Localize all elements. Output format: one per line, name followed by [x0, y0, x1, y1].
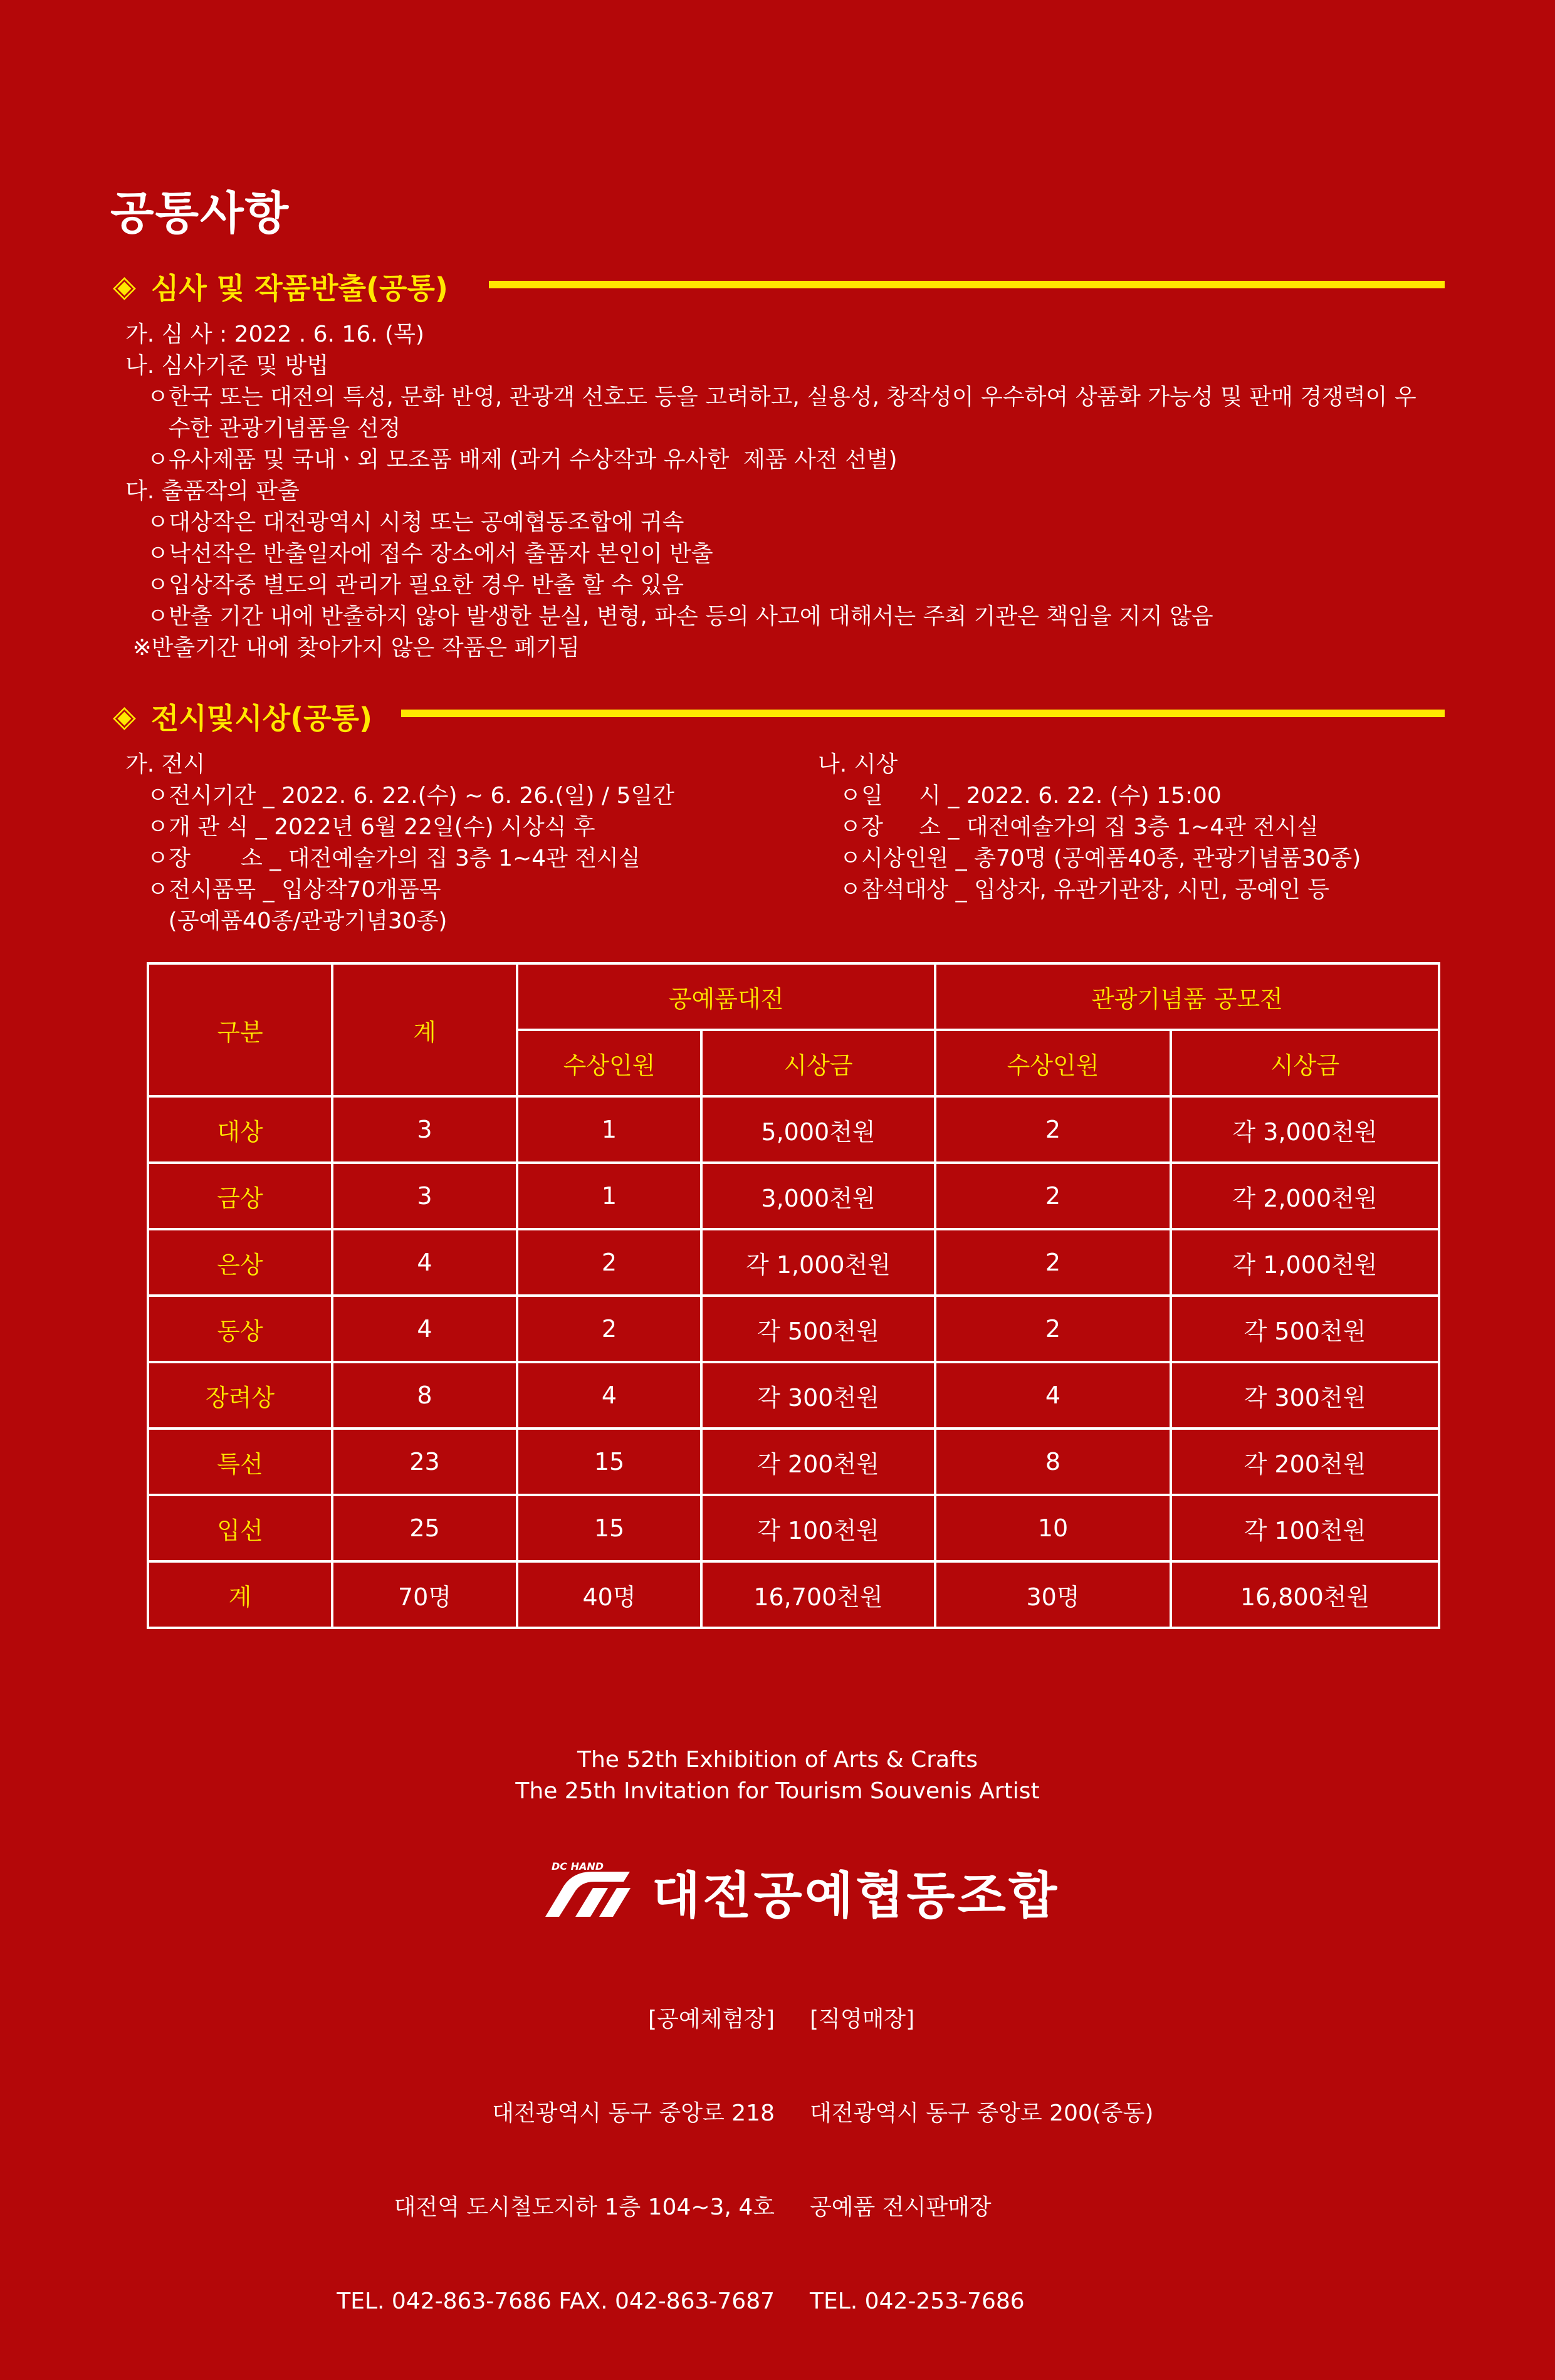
cell-rank: 동상 — [148, 1296, 332, 1362]
cell-craft-count: 2 — [517, 1296, 701, 1362]
address-line: 대전광역시 동구 중앙로 200(중동) — [810, 2100, 1154, 2126]
exhibit-right-line: ㅇ시상인원 _ 총70명 (공예품40종, 관광기념품30종) — [818, 846, 1361, 871]
cell-total: 4 — [332, 1296, 517, 1362]
section-review-header — [113, 266, 448, 307]
cell-souvenir-count: 2 — [935, 1296, 1171, 1362]
review-line: ㅇ대상작은 대전광역시 시청 또는 공예협동조합에 귀속 — [125, 510, 684, 535]
cell-souvenir-count: 2 — [935, 1163, 1171, 1229]
cell-craft-prize: 각 200천원 — [701, 1429, 935, 1495]
cell-souvenir-count: 4 — [935, 1362, 1171, 1429]
left-address — [337, 1941, 775, 2380]
cell-rank: 계 — [148, 1561, 332, 1628]
section-exhibit-title: 전시및시상(공통) — [150, 701, 373, 735]
section-review-title: 심사 및 작품반출(공통) — [150, 271, 448, 305]
cell-souvenir-count: 30명 — [935, 1561, 1171, 1628]
exhibit-left-line: (공예품40종/관광기념30종) — [125, 908, 448, 934]
cell-craft-prize: 5,000천원 — [701, 1096, 935, 1163]
cell-total: 3 — [332, 1163, 517, 1229]
header-craft: 공예품대전 — [517, 963, 935, 1030]
review-line: ㅇ한국 또는 대전의 특성, 문화 반영, 관광객 선호도 등을 고려하고, 실용성, 창작성이 우수하여 상품화 가능성 및 판매 경쟁력이 우 — [125, 384, 1416, 410]
cell-souvenir-prize: 각 500천원 — [1171, 1296, 1439, 1362]
exhibit-left-line: 가. 전시 — [125, 752, 206, 777]
cell-souvenir-count: 10 — [935, 1495, 1171, 1561]
cell-souvenir-count: 8 — [935, 1429, 1171, 1495]
cell-craft-count: 15 — [517, 1429, 701, 1495]
diamond-icon: ◈ — [113, 269, 136, 304]
cell-total: 23 — [332, 1429, 517, 1495]
logo-mark — [539, 1860, 633, 1923]
review-line: ※반출기간 내에 찾아가지 않은 작품은 폐기됨 — [125, 635, 580, 661]
cell-souvenir-prize: 16,800천원 — [1171, 1561, 1439, 1628]
cell-craft-prize: 각 1,000천원 — [701, 1229, 935, 1296]
review-line: ㅇ입상작중 별도의 관리가 필요한 경우 반출 할 수 있음 — [125, 572, 684, 598]
cell-total: 4 — [332, 1229, 517, 1296]
section-divider — [489, 281, 1445, 288]
exhibit-left-line: ㅇ전시기간 _ 2022. 6. 22.(수) ~ 6. 26.(일) / 5일간 — [125, 783, 674, 809]
cell-craft-prize: 각 100천원 — [701, 1495, 935, 1561]
address-line: TEL. 042-253-7686 — [810, 2288, 1025, 2314]
logo-name: 대전공예협동조합 — [652, 1866, 1060, 1925]
table-total-row — [148, 1561, 1439, 1628]
right-address — [810, 1941, 1153, 2380]
cell-souvenir-prize: 각 1,000천원 — [1171, 1229, 1439, 1296]
header-craft-prize: 시상금 — [701, 1030, 935, 1096]
address-line: [직영매장] — [810, 2006, 915, 2032]
cell-total: 70명 — [332, 1561, 517, 1628]
table-row — [148, 1495, 1439, 1561]
exhibit-right-line: 나. 시상 — [818, 752, 898, 777]
english-title-1: The 52th Exhibition of Arts & Crafts — [577, 1747, 978, 1773]
exhibit-left-line: ㅇ개 관 식 _ 2022년 6월 22일(수) 시상식 후 — [125, 814, 595, 840]
table-row — [148, 1296, 1439, 1362]
cell-craft-count: 1 — [517, 1163, 701, 1229]
header-souvenir-count: 수상인원 — [935, 1030, 1171, 1096]
review-line: ㅇ유사제품 및 국내ㆍ외 모조품 배제 (과거 수상작과 유사한 제품 사전 선별) — [125, 447, 898, 473]
exhibit-right-line: ㅇ일 시 _ 2022. 6. 22. (수) 15:00 — [818, 783, 1222, 809]
table-row — [148, 1096, 1439, 1163]
header-total: 계 — [332, 963, 517, 1096]
address-line: 대전광역시 동구 중앙로 218 — [492, 2100, 775, 2126]
review-line: 가. 심 사 : 2022 . 6. 16. (목) — [125, 322, 424, 347]
review-line: 다. 출품작의 판출 — [125, 478, 300, 504]
union-logo — [539, 1855, 1059, 1927]
cell-craft-prize: 각 300천원 — [701, 1362, 935, 1429]
header-craft-count: 수상인원 — [517, 1030, 701, 1096]
cell-rank: 장려상 — [148, 1362, 332, 1429]
table-row — [148, 1362, 1439, 1429]
cell-rank: 금상 — [148, 1163, 332, 1229]
address-line: 대전역 도시철도지하 1층 104~3, 4호 — [394, 2194, 775, 2220]
cell-total: 25 — [332, 1495, 517, 1561]
cell-craft-count: 15 — [517, 1495, 701, 1561]
cell-craft-count: 4 — [517, 1362, 701, 1429]
cell-souvenir-prize: 각 200천원 — [1171, 1429, 1439, 1495]
cell-souvenir-prize: 각 300천원 — [1171, 1362, 1439, 1429]
cell-rank: 대상 — [148, 1096, 332, 1163]
header-souvenir-prize: 시상금 — [1171, 1030, 1439, 1096]
cell-souvenir-prize: 각 2,000천원 — [1171, 1163, 1439, 1229]
cell-craft-count: 2 — [517, 1229, 701, 1296]
cell-craft-prize: 3,000천원 — [701, 1163, 935, 1229]
logo-small-text: DC HAND — [552, 1860, 604, 1872]
prize-table — [147, 962, 1440, 1629]
review-line: ㅇ반출 기간 내에 반출하지 않아 발생한 분실, 변형, 파손 등의 사고에 대해서는 주최 기관은 책임을 지지 않음 — [125, 604, 1213, 629]
address-line: TEL. 042-863-7686 FAX. 042-863-7687 — [337, 2288, 775, 2314]
section-divider — [401, 710, 1445, 717]
exhibit-left-line: ㅇ장 소 _ 대전예술가의 집 3층 1~4관 전시실 — [125, 846, 641, 871]
cell-craft-count: 40명 — [517, 1561, 701, 1628]
cell-craft-prize: 각 500천원 — [701, 1296, 935, 1362]
review-line: 수한 관광기념품을 선정 — [125, 416, 401, 441]
header-souvenir: 관광기념품 공모전 — [935, 963, 1439, 1030]
table-row — [148, 1229, 1439, 1296]
cell-total: 3 — [332, 1096, 517, 1163]
review-line: ㅇ낙선작은 반출일자에 접수 장소에서 출품자 본인이 반출 — [125, 541, 713, 567]
cell-rank: 은상 — [148, 1229, 332, 1296]
header-category: 구분 — [148, 963, 332, 1096]
cell-souvenir-count: 2 — [935, 1096, 1171, 1163]
table-row — [148, 1429, 1439, 1495]
cell-souvenir-count: 2 — [935, 1229, 1171, 1296]
exhibit-left-line: ㅇ전시품목 _ 입상작70개품목 — [125, 877, 441, 903]
address-line: 공예품 전시판매장 — [810, 2194, 992, 2220]
page-title: 공통사항 — [110, 187, 290, 239]
exhibit-right-line: ㅇ장 소 _ 대전예술가의 집 3층 1~4관 전시실 — [818, 814, 1319, 840]
table-header-row — [148, 963, 1439, 1030]
cell-rank: 특선 — [148, 1429, 332, 1495]
address-line: [공예체험장] — [648, 2006, 775, 2032]
section-exhibit-header — [113, 696, 372, 737]
diamond-icon: ◈ — [113, 699, 136, 734]
cell-souvenir-prize: 각 3,000천원 — [1171, 1096, 1439, 1163]
review-line: 나. 심사기준 및 방법 — [125, 353, 328, 379]
cell-craft-count: 1 — [517, 1096, 701, 1163]
exhibit-right-line: ㅇ참석대상 _ 입상자, 유관기관장, 시민, 공예인 등 — [818, 877, 1330, 903]
cell-souvenir-prize: 각 100천원 — [1171, 1495, 1439, 1561]
cell-total: 8 — [332, 1362, 517, 1429]
cell-rank: 입선 — [148, 1495, 332, 1561]
english-title-2: The 25th Invitation for Tourism Souvenis Artist — [515, 1778, 1040, 1804]
cell-craft-prize: 16,700천원 — [701, 1561, 935, 1628]
table-row — [148, 1163, 1439, 1229]
